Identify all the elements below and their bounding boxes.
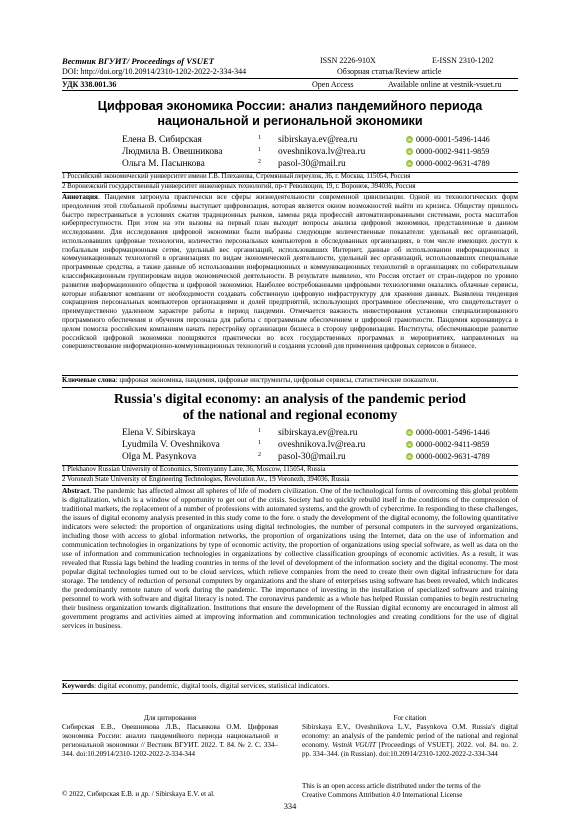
en-author-row [122, 452, 522, 464]
author-name: Елена В. Сибирская [122, 135, 202, 145]
orcid-id: 0000-0002-9631-4789 [416, 452, 490, 461]
license-link[interactable]: Creative Commons Attribution 4.0 International License [302, 791, 463, 800]
orcid-id: 0000-0001-5496-1446 [416, 135, 490, 144]
ru-authors [122, 135, 522, 171]
en-author-row [122, 440, 522, 452]
author-email[interactable]: sibirskaya.ev@rea.ru [278, 428, 358, 438]
author-orcid[interactable] [406, 428, 490, 438]
doi-link[interactable]: DOI: http://doi.org/10.20914/2310-1202-2022-2-334-344 [62, 67, 247, 76]
license [302, 782, 518, 800]
orcid-id: 0000-0002-9631-4789 [416, 159, 490, 168]
citation-journal: Vestnik VGUIT [332, 741, 376, 750]
ru-keywords-label: Ключевые слова [62, 376, 116, 384]
author-affil-sup: 1 [258, 147, 261, 153]
orcid-icon: iD [407, 149, 412, 155]
citation-part: [Proceedings of VSUET]. 2022. vol. 84. no. 2. pp. 334–344. (in Russian). doi:10.20914/2310-1202-2022-2-334-344 [302, 741, 518, 759]
divider [62, 693, 518, 694]
author-orcid[interactable] [406, 159, 490, 169]
author-email[interactable]: pasol-30@mail.ru [278, 452, 346, 462]
author-email[interactable]: oveshnikova.lv@rea.ru [278, 147, 366, 157]
author-email[interactable]: sibirskaya.ev@rea.ru [278, 135, 358, 145]
author-orcid[interactable] [406, 440, 489, 450]
article-page [62, 0, 518, 820]
issn: ISSN 2226-910X [320, 56, 376, 65]
orcid-id: 0000-0002-9411-9859 [416, 147, 490, 156]
en-title-line2: of the national and regional economy [182, 407, 398, 423]
orcid-icon: iD [407, 454, 412, 460]
en-abstract-text: . The pandemic has affected almost all spheres of life of modern civilization. One of the technological forms of overcoming this global problem is digitalization, which is a window of opportunity to get out of the crisis. Society had to quickly rebuild itself in the conditions of the compression of traditional markets, the replacement of a number of professions with automated systems, and the growth of cybercrime. In responding to these challenges, the issues of digital economy analysis presented in this study come to the fore. o study the development of the digital economy, the following quantitative indicators were selected: the proportion of organizations using digital technologies, the number of personal computers in the surveyed organizations, including those with access to global information networks, the proportion of organizations using the Internet, data on the use of information and communication technologies in organizations by type of economic activity, the proportion of organizations using special software, as well as data on the use of information and communication technologies in organizations by collective classification groupings of economic activities. As a result, it was revealed that Russia lags behind the leading countries in terms of the level of development of the information society and the digital economy. The most popular digital technologies turned out to be cloud services, which relieve companies from the need to create their own digital infrastructure for data storage. The tendency of reduction of personal computers by organizations and the share of enterprises using software has been revealed, which indicates the predominantly remote nature of work during the pandemic. The importance of investing in the installation of specialized software and training personnel to work with software and digital literacy is noted. The coronavirus pandemic as a whole has helped Russian companies to begin restructuring their business organization towards digitalization. Institutions that ensure the development of the Russian digital economy are encouraged in almost all government programs and activities aimed at improving information and communication technologies and creating conditions for the use of digital services in business. [62, 486, 518, 631]
orcid-id: 0000-0001-5496-1446 [416, 428, 490, 437]
orcid-id: 0000-0002-9411-9859 [416, 440, 490, 449]
author-email[interactable]: oveshnikova.lv@rea.ru [278, 440, 366, 450]
author-name: Людмила В. Овешникова [122, 147, 223, 157]
author-orcid[interactable] [406, 147, 489, 157]
en-abstract-label: Abstract [62, 486, 90, 495]
ru-affiliation-1: 1 Российский экономический университет имени Г.В. Плеханова, Стремянный переулок, 36, г. Москва, 115054, Россия [62, 173, 411, 180]
author-affil-sup: 2 [258, 159, 261, 165]
ru-citation [62, 714, 278, 759]
en-author-row [122, 428, 522, 440]
author-name: Ольга М. Пасынкова [122, 159, 205, 169]
en-abstract [62, 486, 518, 678]
ru-author-row [122, 135, 522, 147]
author-name: Lyudmila V. Oveshnikova [122, 440, 220, 450]
author-affil-sup: 1 [258, 428, 261, 434]
license-line1: This is an open access article distributed under the terms of the [302, 782, 481, 790]
author-affil-sup: 2 [258, 452, 261, 458]
author-name: Elena V. Sibirskaya [122, 428, 196, 438]
open-access: Open Access [312, 80, 354, 89]
ru-abstract-label: Аннотация [62, 193, 98, 201]
ru-title [62, 99, 518, 129]
en-citation-label: For citation [393, 714, 427, 722]
en-citation [302, 714, 518, 759]
ru-author-row [122, 159, 522, 171]
author-orcid[interactable] [406, 452, 490, 462]
orcid-icon: iD [407, 137, 412, 143]
ru-citation-text: Сибирская Е.В., Овешникова Л.В., Пасынкова О.М. Цифровая экономика России: анализ пандемийного периода национальной и региональной экономики // Вестник ВГУИТ. 2022. Т. 84. № 2. С. 334–344. doi:10.20914/2310-1202-2022-2-334-344 [62, 723, 278, 759]
author-affil-sup: 1 [258, 135, 261, 141]
udk: УДК 338.001.36 [62, 80, 117, 89]
en-keywords-text: : digital economy, pandemic, digital tools, digital services, statistical indicators. [94, 681, 330, 690]
author-email[interactable]: pasol-30@mail.ru [278, 159, 346, 169]
ru-citation-label: Для цитирования [143, 714, 197, 722]
en-authors [122, 428, 522, 464]
en-title-line1: Russia's digital economy: an analysis of the pandemic period [114, 391, 466, 406]
available-online-link[interactable]: Available online at vestnik-vsuet.ru [388, 80, 502, 89]
en-keywords-label: Keywords [62, 681, 95, 690]
orcid-icon: iD [407, 442, 412, 448]
ru-keywords [62, 376, 518, 385]
orcid-icon: iD [407, 161, 412, 167]
ru-author-row [122, 147, 522, 159]
orcid-icon: iD [407, 430, 412, 436]
author-affil-sup: 1 [258, 440, 261, 446]
en-affiliation-2: 2 Voronezh State University of Engineering Technologies, Revolution Av., 19 Voronezh, 394036, Russia [62, 476, 350, 483]
author-orcid[interactable] [406, 135, 490, 145]
ru-title-line1: Цифровая экономика России: анализ пандемийного периода [97, 99, 483, 113]
ru-abstract-text: . Пандемия затронула практически все сферы жизнедеятельности современной цивилизации. Одной из технологических форм преодоления этой глобальной проблемы выступает цифровизация, которая является окном возможностей выйти из кризиса. Обществу пришлось быстро перестраиваться в условиях сжатия традиционных рынков, замены ряда профессий автоматизированными системами, роста масштабов киберпреступности. При этом на эти вызовы на первый план выходят вопросы анализа цифровой экономики, представленные в данном исследовании. Для исследования цифровой экономики были выбраны следующие количественные показатели: удельный вес организаций, использовавших цифровые технологии, количество персональных компьютеров в обследованных организациях, в том числе имеющих доступ к глобальным информационным сетям, удельный вес организаций, использовавших Интернет, данные об использовании информационных и коммуникационных технологий в организациях по видам экономической деятельности, удельный вес организаций, использовавших специальные программные средства, а также данные об использовании информационных и коммуникационных технологий в организациях по собирательным классификационным группировкам видов экономической деятельности. В результате выявлено, что Россия отстает от стран-лидеров по уровню развития информационного общества и цифровой экономики. Наиболее востребованными цифровыми технологиями оказались облачные сервисы, которые избавляют компании от необходимости создавать собственную цифровую инфраструктуру для хранения данных. Выявлена тенденция сокращения персональных компьютеров организациями и долей предприятий, использующих программное обеспечение, что свидетельствует о преимущественно удаленном характере работы в период пандемии. Отмечается важность инвестирования установки специализированного программного обеспечения и обучения персонала для работы с программным обеспечением и цифровой грамотности. Пандемия коронавируса в целом помогла российским компаниям начать перестройку организации бизнеса в сторону цифровизации. Институты, обеспечивающие развитие российской цифровой экономики поощряются практически во всех государственных программах и мероприятиях, направленных на совершенствование информационно-коммуникационных технологий и создания условий для применения цифровых сервисов в бизнесе. [62, 193, 518, 351]
divider [62, 387, 518, 388]
ru-affiliation-2: 2 Воронежский государственный университет инженерных технологий, пр-т Революции, 19, г. Воронеж, 394036, Россия [62, 183, 416, 190]
en-affiliation-1: 1 Plekhanov Russian University of Economics, Stremyanny Lane, 36, Moscow, 115054, Russia [62, 466, 326, 473]
citation-part: Sibirskaya E.V., Oveshnikova L.V., Pasynkova O.M. Russia's digital economy: an analysis of the pandemic period of the national and regional economy. [302, 723, 518, 750]
ru-abstract [62, 193, 518, 373]
ru-title-line2: национальной и региональной экономики [157, 114, 423, 129]
author-name: Olga M. Pasynkova [122, 452, 197, 462]
en-title [62, 391, 518, 424]
journal-title: Вестник ВГУИТ/ Proceedings of VSUET [62, 56, 214, 66]
header-divider [62, 78, 518, 79]
header-divider-bottom [62, 90, 518, 91]
en-keywords [62, 681, 518, 690]
eissn: E-ISSN 2310-1202 [432, 56, 494, 65]
article-type: Обзорная статья/Review article [337, 67, 442, 76]
en-citation-text [302, 723, 518, 759]
copyright: © 2022, Сибирская Е.В. и др. / Sibirskaya E.V. et al. [62, 790, 215, 798]
ru-keywords-text: : цифровая экономика, пандемия, цифровые инструменты, цифровые сервисы, статистические показатели. [115, 376, 439, 384]
page-number: 334 [283, 802, 297, 811]
